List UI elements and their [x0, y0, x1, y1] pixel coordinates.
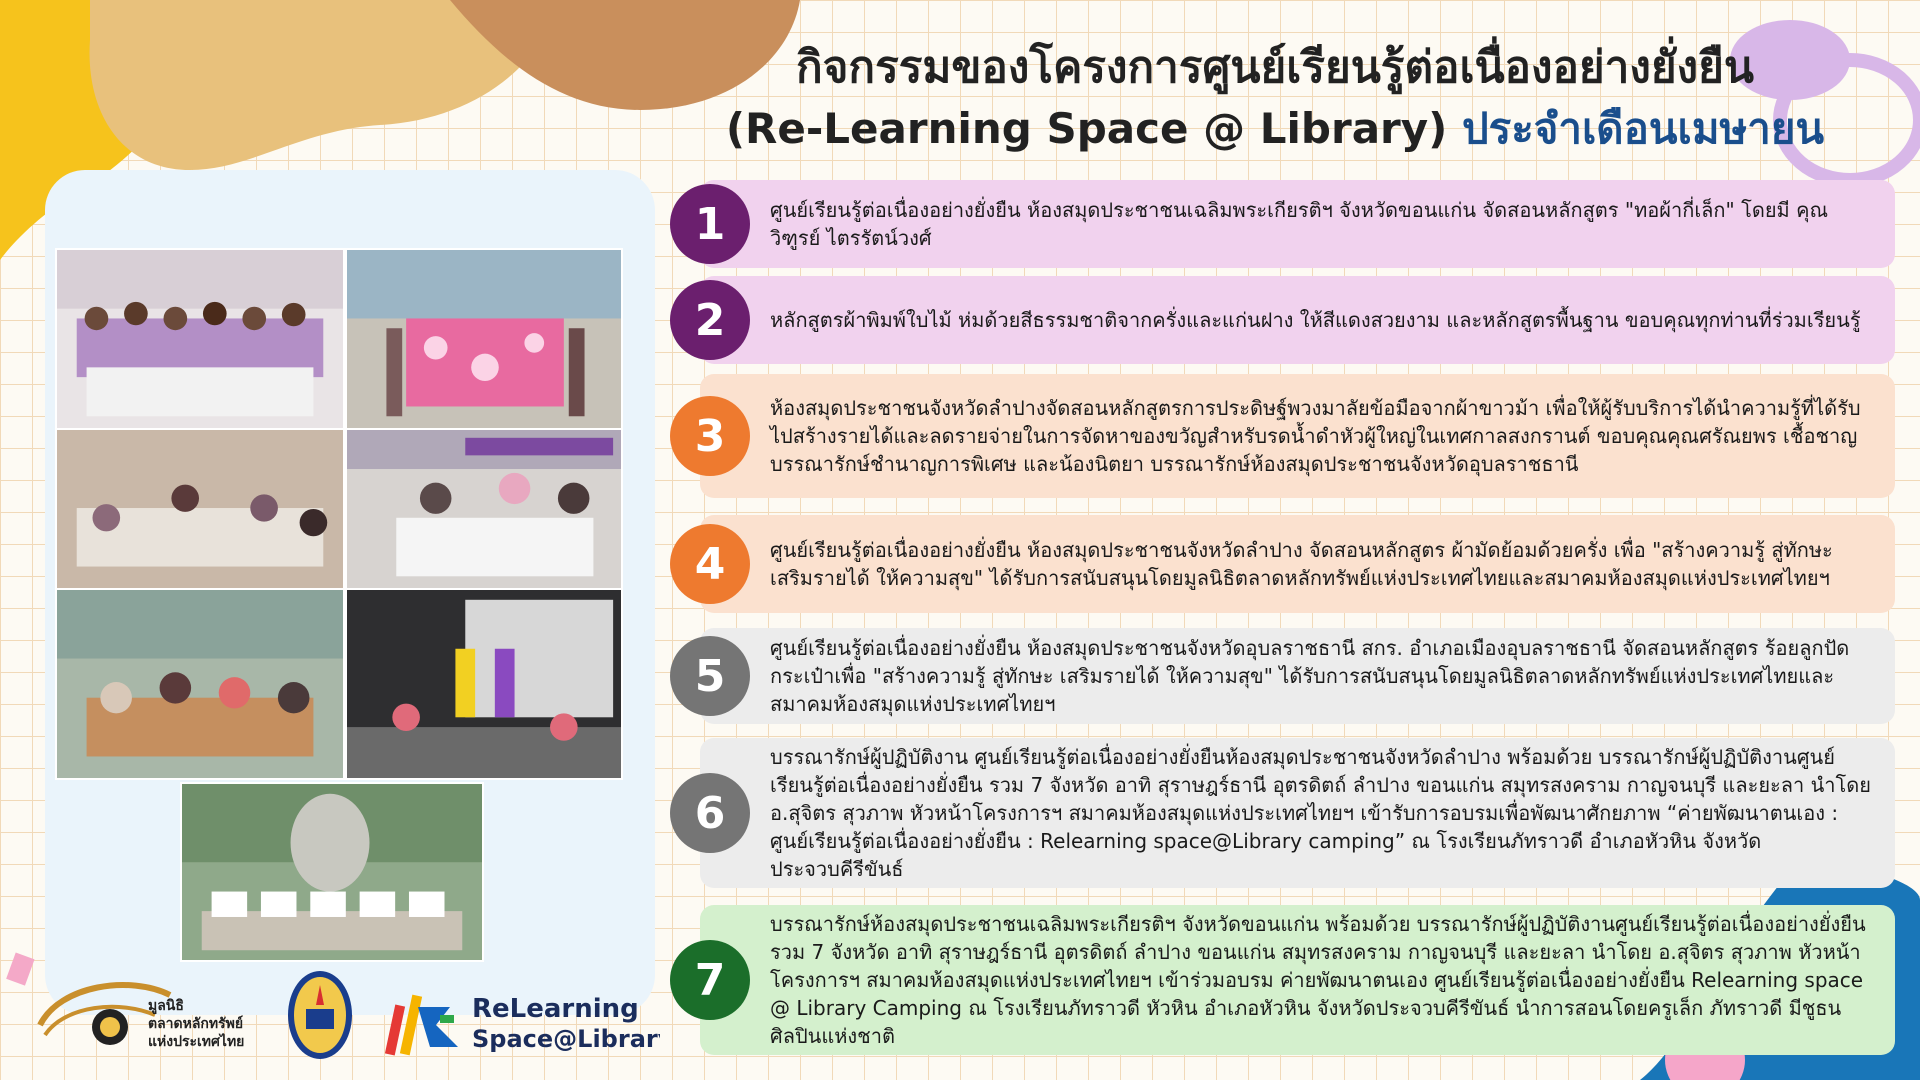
activity-description: ศูนย์เรียนรู้ต่อเนื่องอย่างยั่งยืน ห้องสมุดประชาชนเฉลิมพระเกียรติฯ จังหวัดขอนแก่น จัดสอนหลักสูตร "ทอผ้ากี่เล็ก" โดยมี คุณวิฑูรย์ ไตรรัตน์วงศ์ [770, 198, 1829, 250]
activity-item [670, 738, 1895, 888]
activity-photo-group-certificates [180, 782, 484, 962]
activity-description: บรรณารักษ์ห้องสมุดประชาชนเฉลิมพระเกียรติฯ จังหวัดขอนแก่น พร้อมด้วย บรรณารักษ์ผู้ปฏิบัติงานศูนย์เรียนรู้ต่อเนื่องอย่างยั่งยืน รวม 7 จังหวัด อาทิ สุราษฎร์ธานี อุตรดิตถ์ ลำปาง ขอนแก่น สมุทรสงคราม กาญจนบุรี และยะลา นำโดย อ.สุจิตร สุวภาพ หัวหน้าโครงการฯ สมาคมห้องสมุดแห่งประเทศไทยฯ เข้าร่วมอบรม ค่ายพัฒนาตนเอง ศูนย์เรียนรู้ต่อเนื่องอย่างยั่งยืน Relearning space @ Library Camping ณ โรงเรียนภัทราวดี หัวหิน อำเภอหัวหิน จังหวัดประจวบคีรีขันธ์ นำการสอนโดยครูเล็ก ภัทราวดี มีชูธน ศิลปินแห่งชาติ [770, 912, 1866, 1048]
activity-description: ศูนย์เรียนรู้ต่อเนื่องอย่างยั่งยืน ห้องสมุดประชาชนจังหวัดลำปาง จัดสอนหลักสูตร ผ้ามัดย้อมด้วยครั่ง เพื่อ "สร้างความรู้ สู่ทักษะ เสริมรายได้ ให้ความสุข" ได้รับการสนับสนุนโดยมูลนิธิตลาดหลักทรัพย์แห่งประเทศไทยและสมาคมห้องสมุดแห่งประเทศไทยฯ [770, 538, 1833, 590]
activity-photo-printed-fabric [345, 248, 623, 430]
activity-number-badge: 7 [670, 940, 750, 1020]
title-project-name: (Re-Learning Space @ Library) [725, 104, 1448, 153]
activity-photo-beading [55, 588, 345, 780]
activity-item [670, 515, 1895, 613]
activity-photo-weaving-group [55, 248, 345, 430]
set-foundation-line-1: มูลนิธิ [148, 998, 184, 1014]
set-foundation-line-3: แห่งประเทศไทย [148, 1034, 245, 1050]
activity-description: บรรณารักษ์ผู้ปฏิบัติงาน ศูนย์เรียนรู้ต่อเนื่องอย่างยั่งยืนห้องสมุดประชาชนจังหวัดลำปาง พร้อมด้วย บรรณารักษ์ผู้ปฏิบัติงานศูนย์เรียนรู้ต่อเนื่องอย่างยั่งยืน รวม 7 จังหวัด อาทิ สุราษฎร์ธานี อุตรดิตถ์ ลำปาง ขอนแก่น สมุทรสงคราม กาญจนบุรี และยะลา นำโดย อ.สุจิตร สุวภาพ หัวหน้าโครงการฯ สมาคมห้องสมุดแห่งประเทศไทยฯ เข้ารับการอบรมเพื่อพัฒนาศักยภาพ “ค่ายพัฒนาตนเอง : ศูนย์เรียนรู้ต่อเนื่องอย่างยั่งยืน : Relearning space@Library camping” ณ โรงเรียนภัทราวดี อำเภอหัวหิน จังหวัดประจวบคีรีขันธ์ [770, 745, 1871, 881]
title-line-1: กิจกรรมของโครงการศูนย์เรียนรู้ต่อเนื่องอย่างยั่งยืน [796, 42, 1754, 93]
activity-item [670, 628, 1895, 724]
sponsor-logos [20, 965, 660, 1070]
title-month: ประจำเดือนเมษายน [1461, 104, 1825, 153]
activity-number-badge: 3 [670, 396, 750, 476]
activity-number-badge: 2 [670, 280, 750, 360]
relearning-logo-line-2: Space@Library [472, 1025, 660, 1053]
activity-item [670, 180, 1895, 268]
activity-item [670, 905, 1895, 1055]
activity-description: ห้องสมุดประชาชนจังหวัดลำปางจัดสอนหลักสูตรการประดิษฐ์พวงมาลัยข้อมือจากผ้าขาวม้า เพื่อให้ผู้รับบริการได้นำความรู้ที่ได้รับไปสร้างรายได้และลดรายจ่ายในการจัดหาของขวัญสำหรับรดน้ำดำหัวผู้ใหญ่ในเทศกาลสงกรานต์ ขอบคุณคุณศรัณยพร เชื้อชาญ บรรณารักษ์ชำนาญการพิเศษ และน้องนิตยา บรรณารักษ์ห้องสมุดประชาชนจังหวัดอุบลราชธานี [770, 396, 1861, 476]
activity-number-badge: 4 [670, 524, 750, 604]
library-association-emblem-icon [288, 971, 352, 1059]
activity-photo-tie-dye [345, 428, 623, 590]
activity-photo-garland-class [55, 428, 345, 590]
activity-item [670, 374, 1895, 498]
relearning-logo-line-1: ReLearning [472, 994, 639, 1024]
activity-photo-camp-stage [345, 588, 623, 780]
activity-description: หลักสูตรผ้าพิมพ์ใบไม้ ห่มด้วยสีธรรมชาติจากครั่งและแก่นฝาง ให้สีแดงสวยงาม และหลักสูตรพื้นฐาน ขอบคุณทุกท่านที่ร่วมเรียนรู้ [770, 308, 1861, 332]
activity-number-badge: 5 [670, 636, 750, 716]
set-foundation-logo [40, 985, 244, 1050]
activity-number-badge: 6 [670, 773, 750, 853]
set-foundation-line-2: ตลาดหลักทรัพย์ [148, 1016, 244, 1032]
relearning-logo [385, 994, 660, 1055]
activity-description: ศูนย์เรียนรู้ต่อเนื่องอย่างยั่งยืน ห้องสมุดประชาชนจังหวัดอุบลราชธานี สกร. อำเภอเมืองอุบลราชธานี จัดสอนหลักสูตร ร้อยลูกปัดกระเป๋าเพื่อ "สร้างความรู้ สู่ทักษะ เสริมรายได้ ให้ความสุข" ได้รับการสนับสนุนโดยมูลนิธิตลาดหลักทรัพย์แห่งประเทศไทยและสมาคมห้องสมุดแห่งประเทศไทยฯ [770, 636, 1850, 716]
activity-item [670, 276, 1895, 364]
title-line-2 [650, 96, 1900, 162]
activity-number-badge: 1 [670, 184, 750, 264]
page-title [650, 40, 1900, 162]
